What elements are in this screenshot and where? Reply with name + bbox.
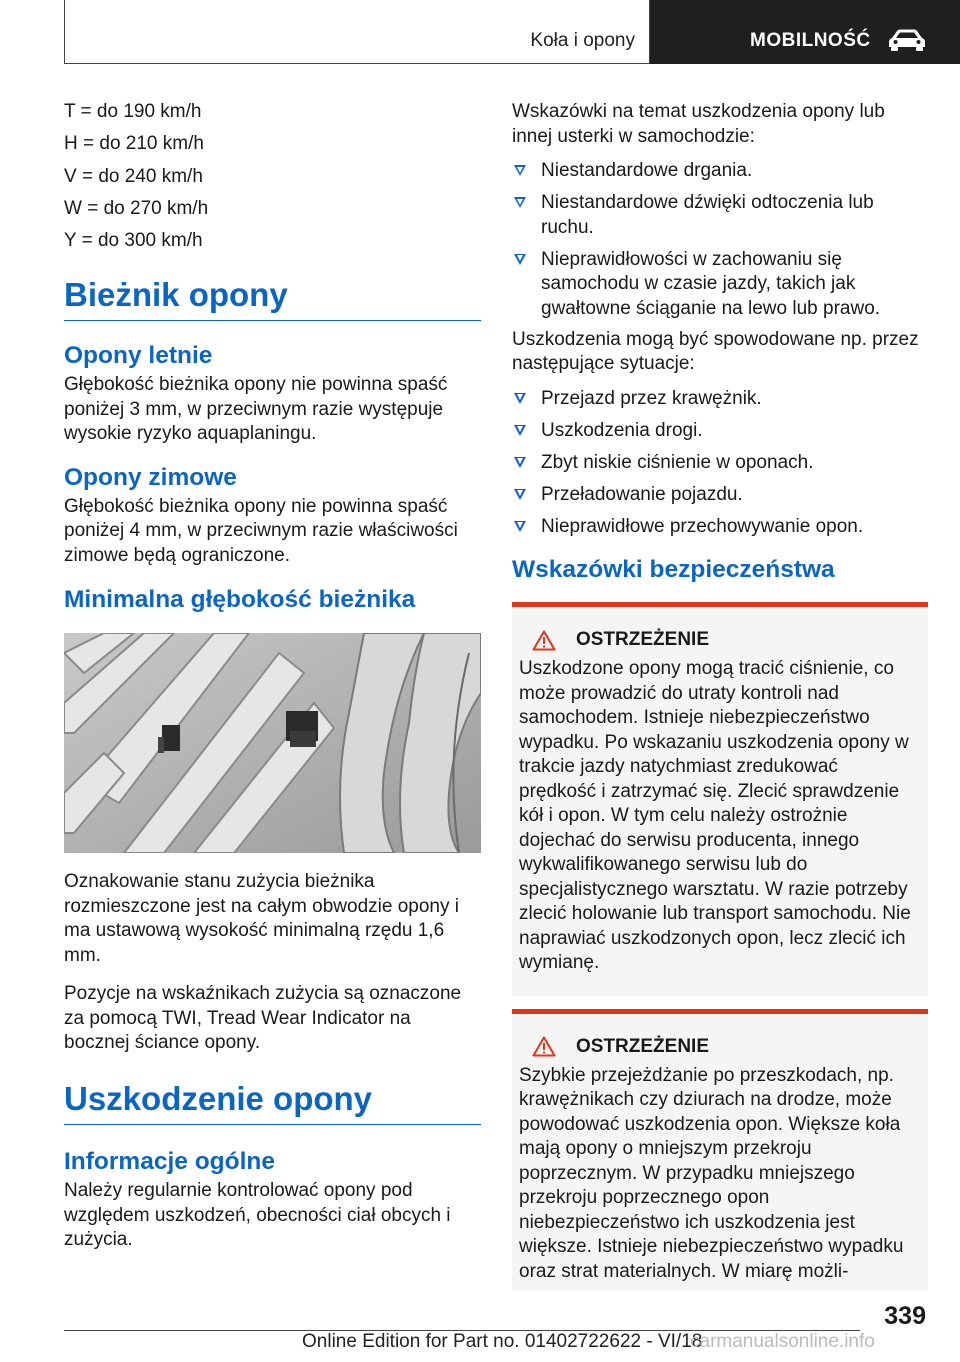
header-left-rule (64, 0, 65, 64)
tread-wear-indicator-image (64, 633, 481, 853)
list-item: Przeładowanie pojazdu. (512, 483, 928, 508)
heading-winter-tires: Opony zimowe (64, 463, 237, 491)
speed-rating-t: T = do 190 km/h (64, 101, 202, 122)
watermark: carmanualsonline.info (690, 1331, 875, 1352)
paragraph-damage-causes: Uszkodzenia mogą być spowodowane np. przez następujące sytuacje: (512, 328, 919, 374)
bullet-triangle-icon (514, 521, 526, 532)
hint-list (512, 159, 928, 321)
list-item: Niestandardowe dźwięki odtoczenia lub ruchu. (512, 191, 928, 240)
section-title: Koła i opony (530, 30, 635, 51)
edition-text: Online Edition for Part no. 01402722622 - VI/18 (302, 1331, 703, 1352)
warning-title: OSTRZEŻENIE (576, 629, 710, 650)
paragraph-winter-tires: Głębokość bieżnika opony nie powinna spaść poniżej 4 mm, w przeciwnym razie właściwości zimowe będą ograniczone. (64, 495, 458, 566)
heading-tire-damage: Uszkodzenie opony (64, 1079, 373, 1117)
speed-rating-v: V = do 240 km/h (64, 165, 203, 187)
speed-ratings (64, 100, 481, 254)
page-number: 339 (884, 1302, 926, 1330)
heading-safety-notes: Wskazówki bezpieczeństwa (512, 556, 835, 583)
header-bottom-rule (64, 63, 649, 64)
heading-rule (64, 320, 481, 322)
list-item: Nieprawidłowości w zachowaniu się samochodu w czasie jazdy, takich jak gwałtowne ściąganie na lewo lub prawo. (512, 248, 928, 322)
car-icon (888, 28, 926, 57)
warning-triangle-icon (532, 1036, 556, 1057)
right-column (512, 100, 928, 1290)
speed-rating-w: W = do 270 km/h (64, 197, 209, 219)
warning-triangle-icon (532, 630, 556, 651)
list-item: Uszkodzenia drogi. (512, 419, 928, 444)
heading-rule (64, 1124, 481, 1126)
bullet-triangle-icon (514, 197, 526, 208)
warning-text: Uszkodzone opony mogą tracić ciśnienie, co może prowadzić do utraty kontroli nad samochodem. Istnieje niebezpieczeństwo wypadku. Po wskazaniu uszkodzenia opony w trakcie jazdy natychmiast zredukować prędkość i zatrzymać się. Zlecić sprawdzenie kół i opon. W tym celu należy ostrożnie dojechać do serwisu producenta, innego wykwalifikowanego serwisu lub do specjalistycznego warsztatu. W razie potrzeby zlecić holowanie lub transport samochodu. Nie naprawiać uszkodzonych opon, lecz zlecić ich wymianę. (519, 658, 911, 973)
list-item: Przejazd przez krawężnik. (512, 387, 928, 412)
list-item: Niestandardowe drgania. (512, 159, 928, 184)
warning-box (512, 1009, 928, 1291)
warning-title: OSTRZEŻENIE (576, 1035, 710, 1057)
speed-rating-y: Y = do 300 km/h (64, 230, 203, 252)
warning-box (512, 602, 928, 996)
paragraph-damage-hints: Wskazówki na temat uszkodzenia opony lub innej usterki w samochodzie: (512, 101, 885, 147)
bullet-triangle-icon (514, 165, 526, 176)
warning-text: Szybkie przejeżdżanie po przeszkodach, np. krawężnikach czy dziurach na drodze, może powodować uszkodzenia opon. Większe koła mają opony o mniejszym przekroju poprzecznym. W przypadku mniejszego przekroju poprzecznego opon niebezpieczeństwo ich uszkodzenia jest większe. Istnieje niebezpieczeństwo wypadku oraz strat materialnych. W miarę możli- (519, 1064, 904, 1282)
chapter-title: MOBILNOŚĆ (750, 30, 871, 51)
heading-summer-tires: Opony letnie (64, 342, 213, 370)
heading-general-info: Informacje ogólne (64, 1148, 276, 1176)
left-column (64, 100, 481, 1253)
bullet-triangle-icon (514, 393, 526, 404)
bullet-triangle-icon (514, 489, 526, 500)
speed-rating-h: H = do 210 km/h (64, 133, 204, 155)
bullet-triangle-icon (514, 457, 526, 468)
heading-min-tread-depth: Minimalna głębokość bieżnika (64, 586, 416, 614)
cause-list (512, 387, 928, 540)
list-item: Nieprawidłowe przechowywanie opon. (512, 515, 928, 540)
chapter-tab (650, 0, 960, 64)
paragraph-twi-2: Pozycje na wskaźnikach zużycia są oznaczone za pomocą TWI, Tread Wear Indicator na bocznej ściance opony. (64, 983, 462, 1054)
bullet-triangle-icon (514, 254, 526, 265)
bullet-triangle-icon (514, 425, 526, 436)
heading-tread: Bieżnik opony (64, 275, 288, 313)
list-item: Zbyt niskie ciśnienie w oponach. (512, 451, 928, 476)
paragraph-general-info: Należy regularnie kontrolować opony pod względem uszkodzeń, obecności ciał obcych i zużycia. (64, 1180, 451, 1251)
paragraph-summer-tires: Głębokość bieżnika opony nie powinna spaść poniżej 3 mm, w przeciwnym razie występuje wysokie ryzyko aquaplaningu. (64, 374, 448, 445)
paragraph-twi-1: Oznakowanie stanu zużycia bieżnika rozmieszczone jest na całym obwodzie opony i ma ustawową wysokość minimalną rzędu 1,6 mm. (64, 871, 459, 966)
